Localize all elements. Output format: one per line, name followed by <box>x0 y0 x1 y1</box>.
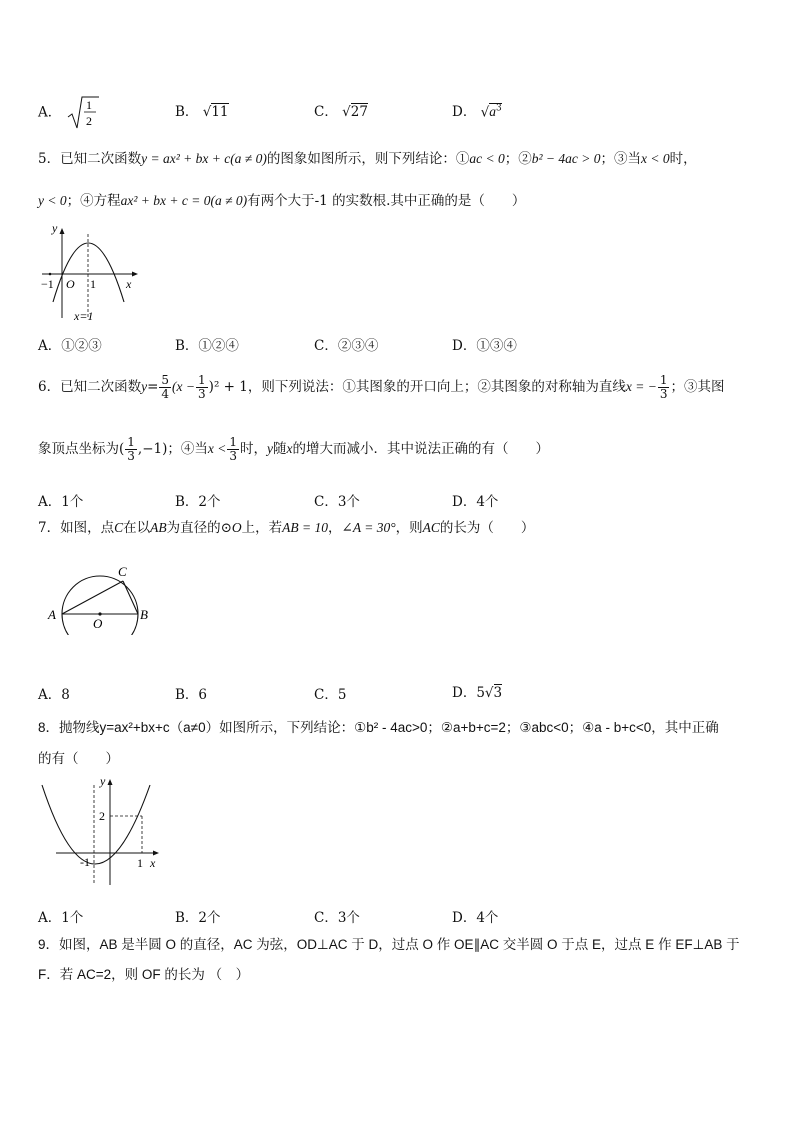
svg-text:y: y <box>100 774 106 788</box>
q8-option-c: C．3个 <box>314 910 360 926</box>
q8-line2: 的有（ ） <box>38 751 119 766</box>
svg-text:-1: -1 <box>80 855 90 869</box>
den: 2 <box>85 114 92 128</box>
svg-text:−1: −1 <box>41 277 54 291</box>
q7-line: 7．如图，点C在以AB为直径的⊙O上，若AB = 10，∠A = 30°，则AC的长为（ ） <box>38 520 535 536</box>
svg-text:1: 1 <box>137 856 143 870</box>
q6-line1: 6．已知二次函数y= $\frac{5}{4}$ (x − $\frac{1}{3}$ )² + 1，则下列说法：①其图象的开口向上；②其图象的对称轴为直线x = − $\frac{1}{3}$ ；③其图 <box>38 373 725 401</box>
svg-text:B: B <box>140 607 148 622</box>
sqrt-value: √11 <box>202 104 229 120</box>
sqrt-value: $√a^3$ <box>480 103 502 120</box>
q8-option-a: A．1个 <box>38 910 84 926</box>
num: 1 <box>85 98 92 112</box>
q7-option-a: A．8 <box>38 687 70 703</box>
q5-option-c: C．②③④ <box>314 338 379 354</box>
svg-text:O: O <box>93 616 103 631</box>
sqrt-value: √27 <box>342 104 368 120</box>
q6-line2: 象顶点坐标为( $\frac{1}{3}$ ,−1)；④当x < $\frac{1}{3}$ 时，y随x的增大而减小．其中说法正确的有（ ） <box>38 435 550 463</box>
sqrt-fraction <box>66 95 100 131</box>
q6-option-a: A．1个 <box>38 494 84 510</box>
svg-text:1: 1 <box>90 277 96 291</box>
q4-option-a <box>38 95 100 131</box>
q5-option-d: D．①③④ <box>452 338 517 354</box>
q5-option-a: A．①②③ <box>38 338 102 354</box>
q7-option-d: D．5√3 <box>452 685 503 701</box>
option-label: C． <box>314 104 338 120</box>
svg-text:x: x <box>126 277 132 291</box>
svg-text:x: x <box>150 856 156 870</box>
q8-option-d: D．4个 <box>452 910 499 926</box>
q8-parabola-graph <box>36 773 166 891</box>
q4-option-d <box>452 100 502 120</box>
option-label: D． <box>452 104 477 120</box>
q6-option-c: C．3个 <box>314 494 360 510</box>
q9-line2: F．若 AC=2，则 OF 的长为 （ ） <box>38 967 250 982</box>
q4-option-b <box>175 100 229 120</box>
svg-text:C: C <box>118 564 127 579</box>
q6-option-b: B．2个 <box>175 494 221 510</box>
q8-line1: 8．抛物线y=ax²+bx+c（a≠0）如图所示，下列结论：①b² - 4ac>0；②a+b+c=2；③abc<0；④a - b+c<0，其中正确 <box>38 720 719 735</box>
option-label: B． <box>175 104 199 120</box>
svg-text:2: 2 <box>99 809 105 823</box>
q9-line1: 9．如图，AB 是半圆 O 的直径，AC 为弦，OD⊥AC 于 D，过点 O 作 OE∥AC 交半圆 O 于点 E，过点 E 作 EF⊥AB 于 <box>38 937 740 952</box>
q7-circle-diagram <box>44 560 164 635</box>
svg-text:A: A <box>48 607 56 622</box>
q8-option-b: B．2个 <box>175 910 221 926</box>
q5-line2: y < 0；④方程ax² + bx + c = 0(a ≠ 0)有两个大于-1 的实数根.其中正确的是（ ） <box>38 193 526 209</box>
q5-line1: 5．已知二次函数y = ax² + bx + c(a ≠ 0)的图象如图所示，则下列结论：①ac < 0；②b² − 4ac > 0；③当x < 0时， <box>38 151 697 167</box>
q5-parabola-graph <box>36 220 146 325</box>
svg-text:x=1: x=1 <box>74 309 94 323</box>
q7-option-b: B．6 <box>175 687 208 703</box>
q5-option-b: B．①②④ <box>175 338 239 354</box>
q4-option-c <box>314 100 368 120</box>
svg-text:O: O <box>66 277 75 291</box>
svg-text:y: y <box>52 221 58 235</box>
q7-option-c: C．5 <box>314 687 347 703</box>
q6-option-d: D．4个 <box>452 494 499 510</box>
option-label: A． <box>38 104 62 121</box>
